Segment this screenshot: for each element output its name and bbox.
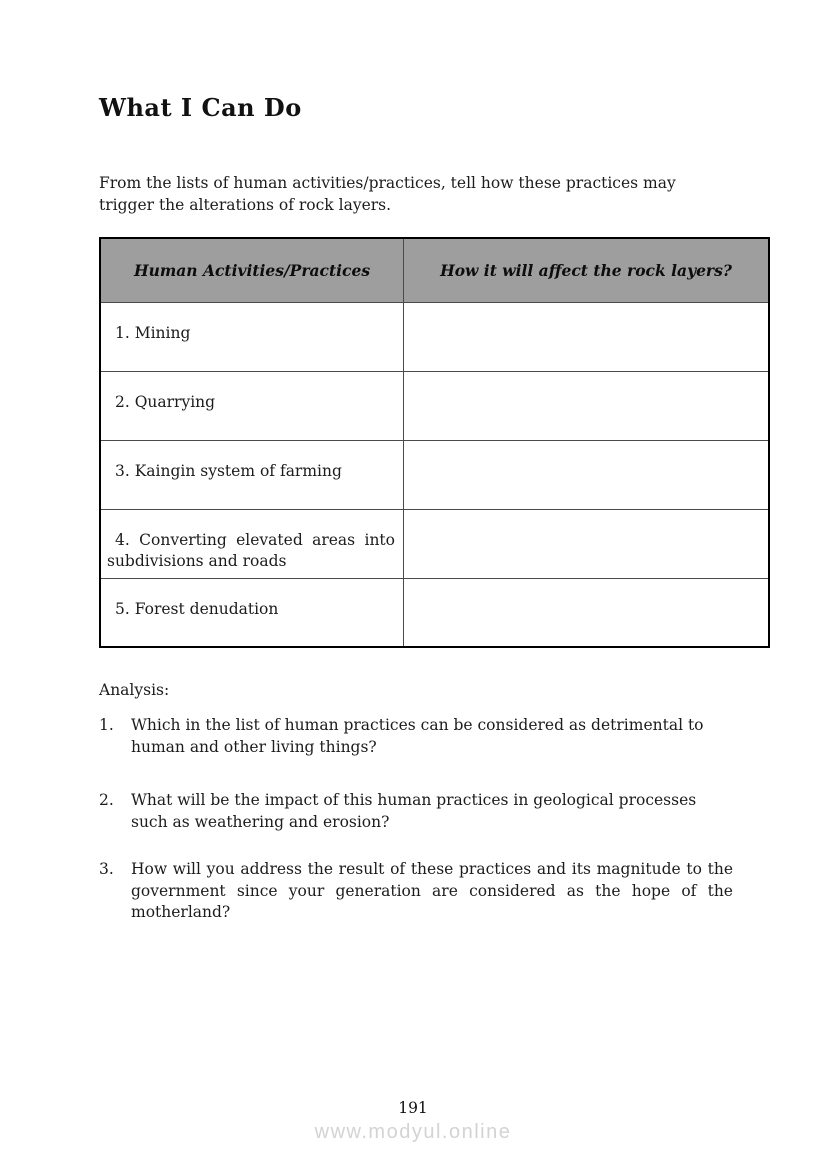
question-text: What will be the impact of this human practices in geological processes such as weathering and erosion? (131, 791, 697, 831)
activities-table-body (100, 302, 769, 647)
page-number: 191 (398, 1099, 428, 1117)
header-cell-effect: How it will affect the rock layers? (404, 238, 770, 302)
activities-table-header (100, 238, 769, 302)
activity-cell-forest: 5. Forest denudation (100, 578, 404, 647)
intro-paragraph: From the lists of human activities/practices, tell how these practices may trigger the alterations of rock layers. (99, 174, 676, 214)
question-text: Which in the list of human practices can be considered as detrimental to human and other living things? (131, 716, 704, 756)
answer-cell-converting (404, 509, 770, 578)
activity-cell-mining: 1. Mining (100, 302, 404, 371)
analysis-question-2 (99, 790, 733, 833)
analysis-question-1 (99, 715, 733, 758)
header-row (100, 238, 769, 302)
activity-cell-converting: 4. Converting elevated areas into subdivisions and roads (100, 509, 404, 578)
question-text: How will you address the result of these practices and its magnitude to the government since your generation are considered as the hope of the motherland? (131, 860, 733, 921)
question-number: 2. (99, 791, 114, 809)
answer-cell-kaingin (404, 440, 770, 509)
page-content (99, 93, 733, 924)
answer-cell-mining (404, 302, 770, 371)
analysis-question-3 (99, 859, 733, 924)
table-row (100, 578, 769, 647)
activities-table (99, 237, 770, 648)
activity-cell-kaingin: 3. Kaingin system of farming (100, 440, 404, 509)
watermark-text: www.modyul.online (314, 1121, 512, 1143)
header-cell-activities: Human Activities/Practices (100, 238, 404, 302)
table-row (100, 440, 769, 509)
answer-cell-forest (404, 578, 770, 647)
answer-cell-quarrying (404, 371, 770, 440)
table-row (100, 371, 769, 440)
activity-cell-quarrying: 2. Quarrying (100, 371, 404, 440)
analysis-heading: Analysis: (99, 681, 170, 699)
question-number: 1. (99, 716, 114, 734)
question-number: 3. (99, 860, 114, 878)
page-title: What I Can Do (99, 93, 302, 122)
table-row (100, 302, 769, 371)
table-row (100, 509, 769, 578)
